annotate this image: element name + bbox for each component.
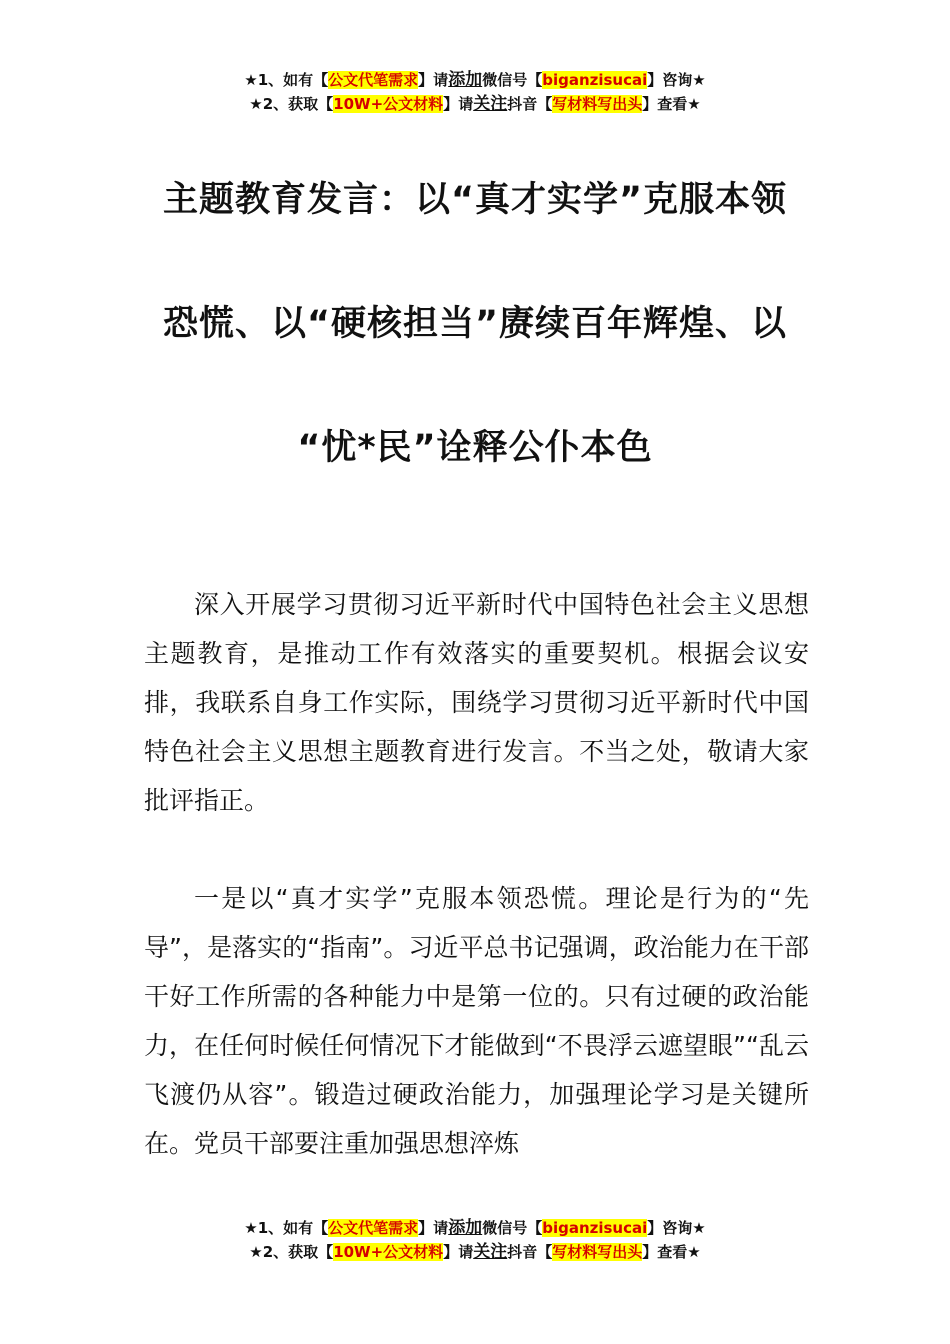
paragraph: 深入开展学习贯彻习近平新时代中国特色社会主义思想主题教育，是推动工作有效落实的重要契机。根据会议安排，我联系自身工作实际，围绕学习贯彻习近平新时代中国特色社会主义思想主题教育进行发言。不当之处，敬请大家批评指正。 [144,590,809,815]
banner-text: 】查看★ [642,95,701,113]
title-line-2: 恐慌、以“硬核担当”赓续百年辉煌、以 [162,304,787,344]
banner-text: 】咨询★ [647,71,706,89]
banner-text: ★1、如有【 [244,71,329,89]
banner-line-1 [0,68,950,92]
banner-highlight: biganzisucai [542,1219,648,1237]
banner-line-2 [0,1240,950,1264]
banner-text: ★2、获取【 [249,95,334,113]
banner-line-2 [0,92,950,116]
banner-text: 】请 [443,1243,474,1261]
banner-text: 】请 [418,71,449,89]
banner-text: 】查看★ [642,1243,701,1261]
footer-banner [0,1216,950,1264]
title-line-3: “忧*民”诠释公仆本色 [297,428,653,468]
banner-highlight: 公文代笔需求 [328,71,419,89]
banner-highlight: 10W+公文材料 [333,95,444,113]
paragraph: 一是以“真才实学”克服本领恐慌。理论是行为的“先导”，是落实的“指南”。习近平总书记强调，政治能力在干部干好工作所需的各种能力中是第一位的。只有过硬的政治能力，在任何时候任何情况下才能做到“不畏浮云遮望眼”“乱云飞渡仍从容”。锻造过硬政治能力，加强理论学习是关键所在。党员干部要注重加强思想淬炼 [144,884,809,1158]
banner-highlight: 写材料写出头 [552,95,643,113]
document-title [120,138,830,510]
banner-text: 抖音【 [507,1243,553,1261]
banner-underlined: 关注 [473,1242,508,1262]
banner-text: 微信号【 [482,1219,543,1237]
banner-highlight: 公文代笔需求 [328,1219,419,1237]
banner-text: 】咨询★ [647,1219,706,1237]
banner-underlined: 添加 [448,1218,483,1238]
banner-text: ★1、如有【 [244,1219,329,1237]
header-banner [0,68,950,116]
banner-line-1 [0,1216,950,1240]
banner-text: 】请 [443,95,474,113]
banner-text: 】请 [418,1219,449,1237]
title-line-1: 主题教育发言：以“真才实学”克服本领 [162,180,787,220]
banner-highlight: biganzisucai [542,71,648,89]
banner-text: 抖音【 [507,95,553,113]
document-body [144,580,809,1217]
banner-highlight: 写材料写出头 [552,1243,643,1261]
banner-text: 微信号【 [482,71,543,89]
banner-text: ★2、获取【 [249,1243,334,1261]
banner-underlined: 添加 [448,70,483,90]
banner-highlight: 10W+公文材料 [333,1243,444,1261]
banner-underlined: 关注 [473,94,508,114]
